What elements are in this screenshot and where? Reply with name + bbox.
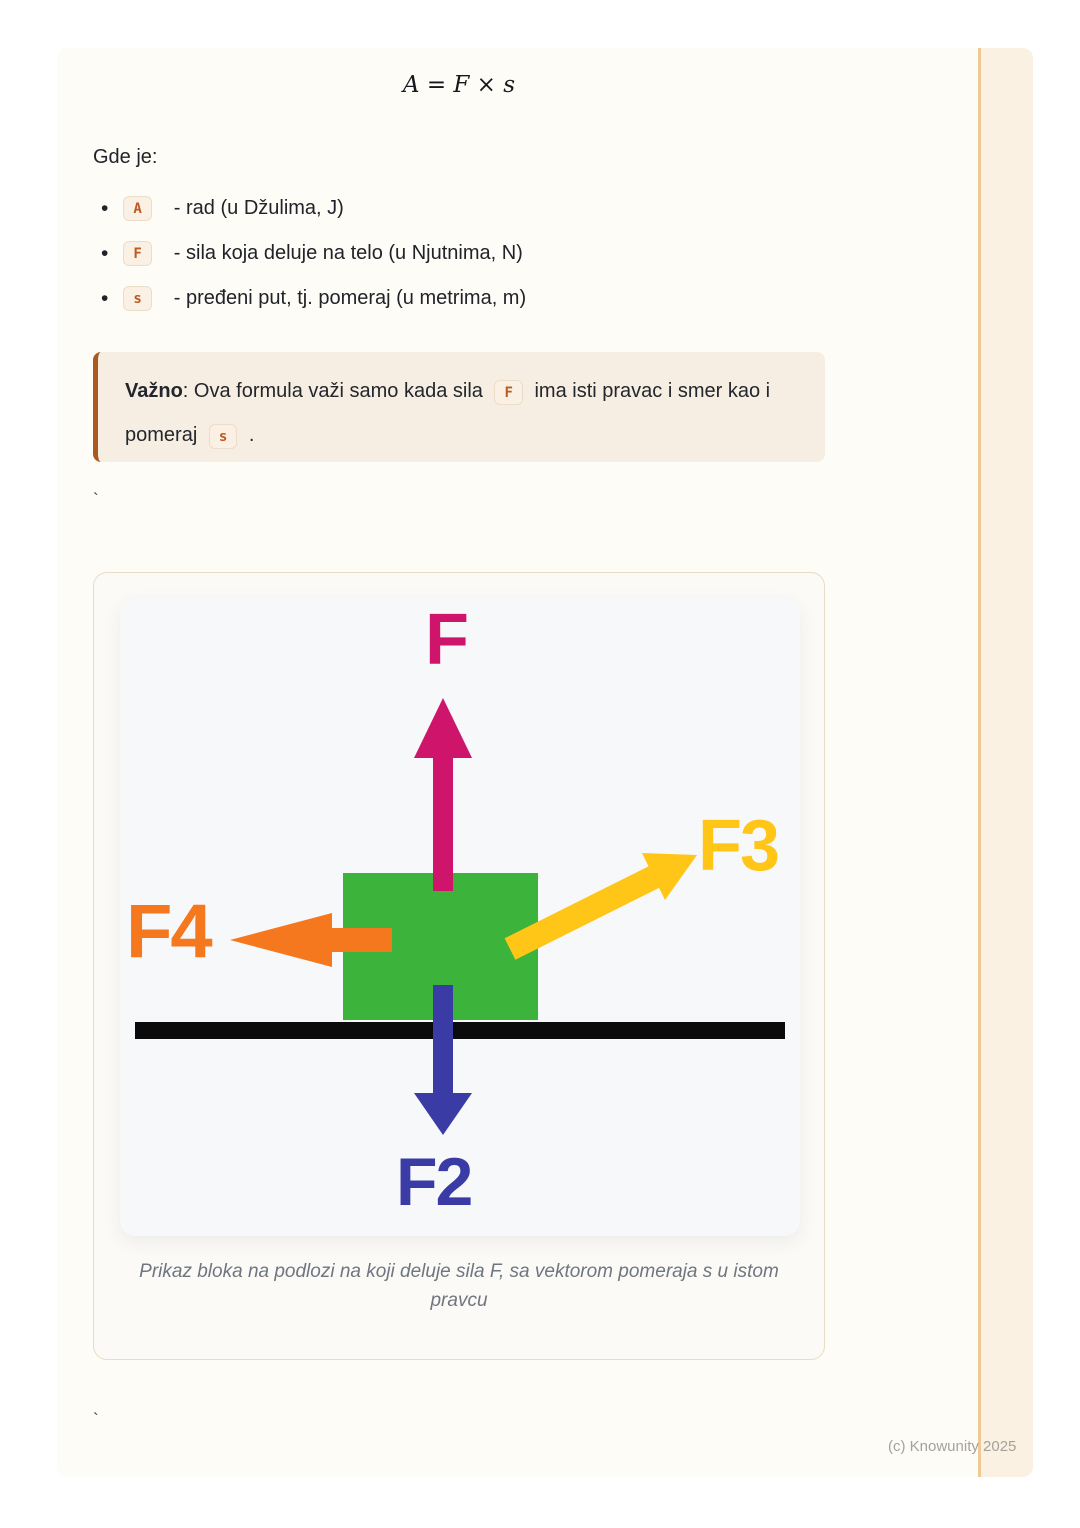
force-diagonal-arrow bbox=[510, 853, 697, 949]
symbol-badge-f: F bbox=[494, 380, 522, 405]
figure-caption-text: Prikaz bloka na podlozi na koji deluje sila F, sa vektorom pomeraja s u istom pravcu bbox=[139, 1261, 779, 1312]
force-up-head bbox=[414, 698, 472, 758]
document-page bbox=[57, 48, 1033, 1477]
note-text-middle: ima isti pravac i smer kao i pomeraj bbox=[125, 380, 771, 446]
force-diagram-canvas bbox=[120, 598, 800, 1236]
stray-backtick: ` bbox=[93, 1410, 99, 1429]
symbol-badge-f: F bbox=[123, 241, 151, 266]
symbol-badge-s: s bbox=[123, 286, 151, 311]
label-force-up: F bbox=[425, 600, 467, 680]
note-text-after: . bbox=[248, 424, 255, 446]
ground-line bbox=[135, 1022, 785, 1039]
list-bullet: • bbox=[101, 242, 109, 265]
note-text-before: : Ova formula važi samo kada sila bbox=[182, 380, 483, 402]
definition-text: - sila koja deluje na telo (u Njutnima, N) bbox=[173, 242, 523, 264]
list-bullet: • bbox=[101, 197, 109, 220]
force-left-shaft bbox=[330, 928, 392, 952]
label-force-left: F4 bbox=[126, 889, 211, 974]
list-item bbox=[101, 241, 523, 266]
figure-caption bbox=[94, 1257, 824, 1316]
list-item bbox=[101, 286, 526, 311]
math-formula: A = F × s bbox=[402, 72, 516, 98]
label-force-down: F2 bbox=[396, 1144, 472, 1220]
label-force-diagonal: F3 bbox=[698, 806, 779, 886]
force-down-head bbox=[414, 1093, 472, 1135]
intro-text: Gde je: bbox=[93, 146, 158, 168]
figure-card bbox=[93, 572, 825, 1360]
force-down-shaft bbox=[433, 985, 453, 1099]
force-up-shaft bbox=[433, 754, 453, 891]
document-content bbox=[93, 48, 825, 1477]
stray-backtick: ` bbox=[93, 490, 99, 509]
important-note-box bbox=[93, 352, 825, 462]
symbol-badge-s: s bbox=[209, 424, 237, 449]
force-up-arrow bbox=[414, 698, 472, 891]
force-diagram bbox=[120, 598, 800, 1236]
right-margin-strip bbox=[978, 48, 1033, 1477]
copyright-note: (c) Knowunity 2025 bbox=[888, 1438, 1017, 1455]
definition-text: - rad (u Džulima, J) bbox=[173, 197, 344, 219]
symbol-badge-a: A bbox=[123, 196, 151, 221]
note-label: Važno bbox=[125, 380, 183, 402]
list-bullet: • bbox=[101, 287, 109, 310]
definition-text: - pređeni put, tj. pomeraj (u metrima, m) bbox=[173, 287, 527, 309]
list-item bbox=[101, 196, 344, 221]
force-left-head bbox=[230, 913, 332, 967]
